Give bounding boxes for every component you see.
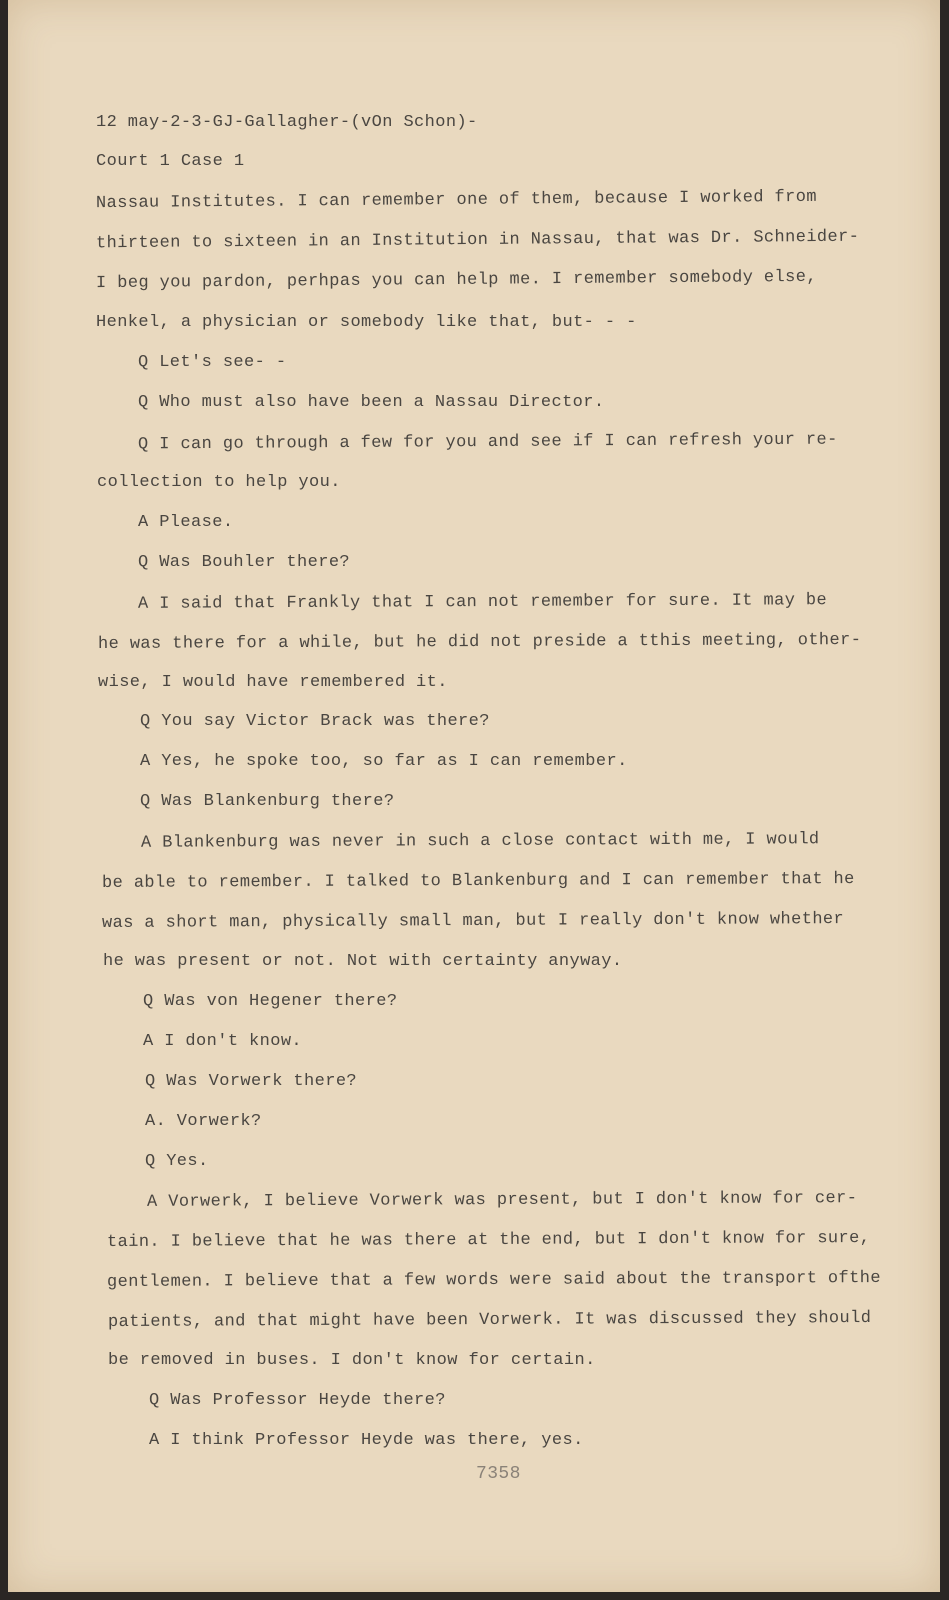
text-line: Q Who must also have been a Nassau Director.	[138, 393, 605, 412]
text-line: he was there for a while, but he did not preside a tthis meeting, other-	[97, 631, 862, 654]
text-line: be able to remember. I talked to Blankenburg and I can remember that he	[101, 870, 855, 893]
text-line: A Blankenburg was never in such a close contact with me, I would	[140, 830, 820, 853]
text-line: Nassau Institutes. I can remember one of them, because I worked from	[95, 187, 817, 214]
text-line: Henkel, a physician or somebody like that, but- - -	[96, 313, 637, 332]
text-line: patients, and that might have been Vorwerk. It was discussed they should	[107, 1309, 872, 1332]
text-line: Q Was Blankenburg there?	[140, 792, 395, 811]
text-line: Q Was von Hegener there?	[143, 992, 398, 1011]
page-number: 7358	[476, 1464, 521, 1484]
text-line: A I said that Frankly that I can not remember for sure. It may be	[137, 591, 828, 614]
text-line: he was present or not. Not with certainty anyway.	[103, 952, 623, 971]
text-line: Q Was Professor Heyde there?	[149, 1391, 446, 1410]
document-header: 12 may-2-3-GJ-Gallagher-(vOn Schon)-	[96, 113, 478, 132]
text-line: wise, I would have remembered it.	[98, 673, 448, 692]
text-line: A. Vorwerk?	[145, 1112, 262, 1131]
text-line: tain. I believe that he was there at the end, but I don't know for sure,	[106, 1229, 871, 1252]
text-line: was a short man, physically small man, but I really don't know whether	[101, 910, 845, 933]
text-line: A Yes, he spoke too, so far as I can remember.	[140, 752, 628, 771]
text-line: A Vorwerk, I believe Vorwerk was present, but I don't know for cer-	[146, 1189, 858, 1212]
text-line: thirteen to sixteen in an Institution in Nassau, that was Dr. Schneider-	[95, 227, 860, 254]
text-line: A I don't know.	[143, 1032, 303, 1051]
text-line: Q You say Victor Brack was there?	[140, 712, 490, 731]
text-line: A Please.	[138, 513, 234, 532]
text-line: A I think Professor Heyde was there, yes.	[149, 1431, 584, 1450]
text-line: gentlemen. I believe that a few words were said about the transport ofthe	[106, 1268, 881, 1293]
text-line: Q Let's see- -	[138, 353, 287, 372]
text-line: be removed in buses. I don't know for certain.	[108, 1351, 596, 1370]
text-line: I beg you pardon, perhpas you can help me. I remember somebody else,	[95, 267, 817, 294]
text-line: collection to help you.	[97, 473, 341, 492]
text-line: Q Was Vorwerk there?	[145, 1072, 358, 1091]
document-page	[8, 0, 940, 1592]
text-line: Q Was Bouhler there?	[138, 553, 351, 572]
text-line: Q Yes.	[145, 1152, 209, 1171]
court-case-line: Court 1 Case 1	[96, 152, 245, 171]
text-line: Q I can go through a few for you and see if I can refresh your re-	[137, 430, 838, 455]
